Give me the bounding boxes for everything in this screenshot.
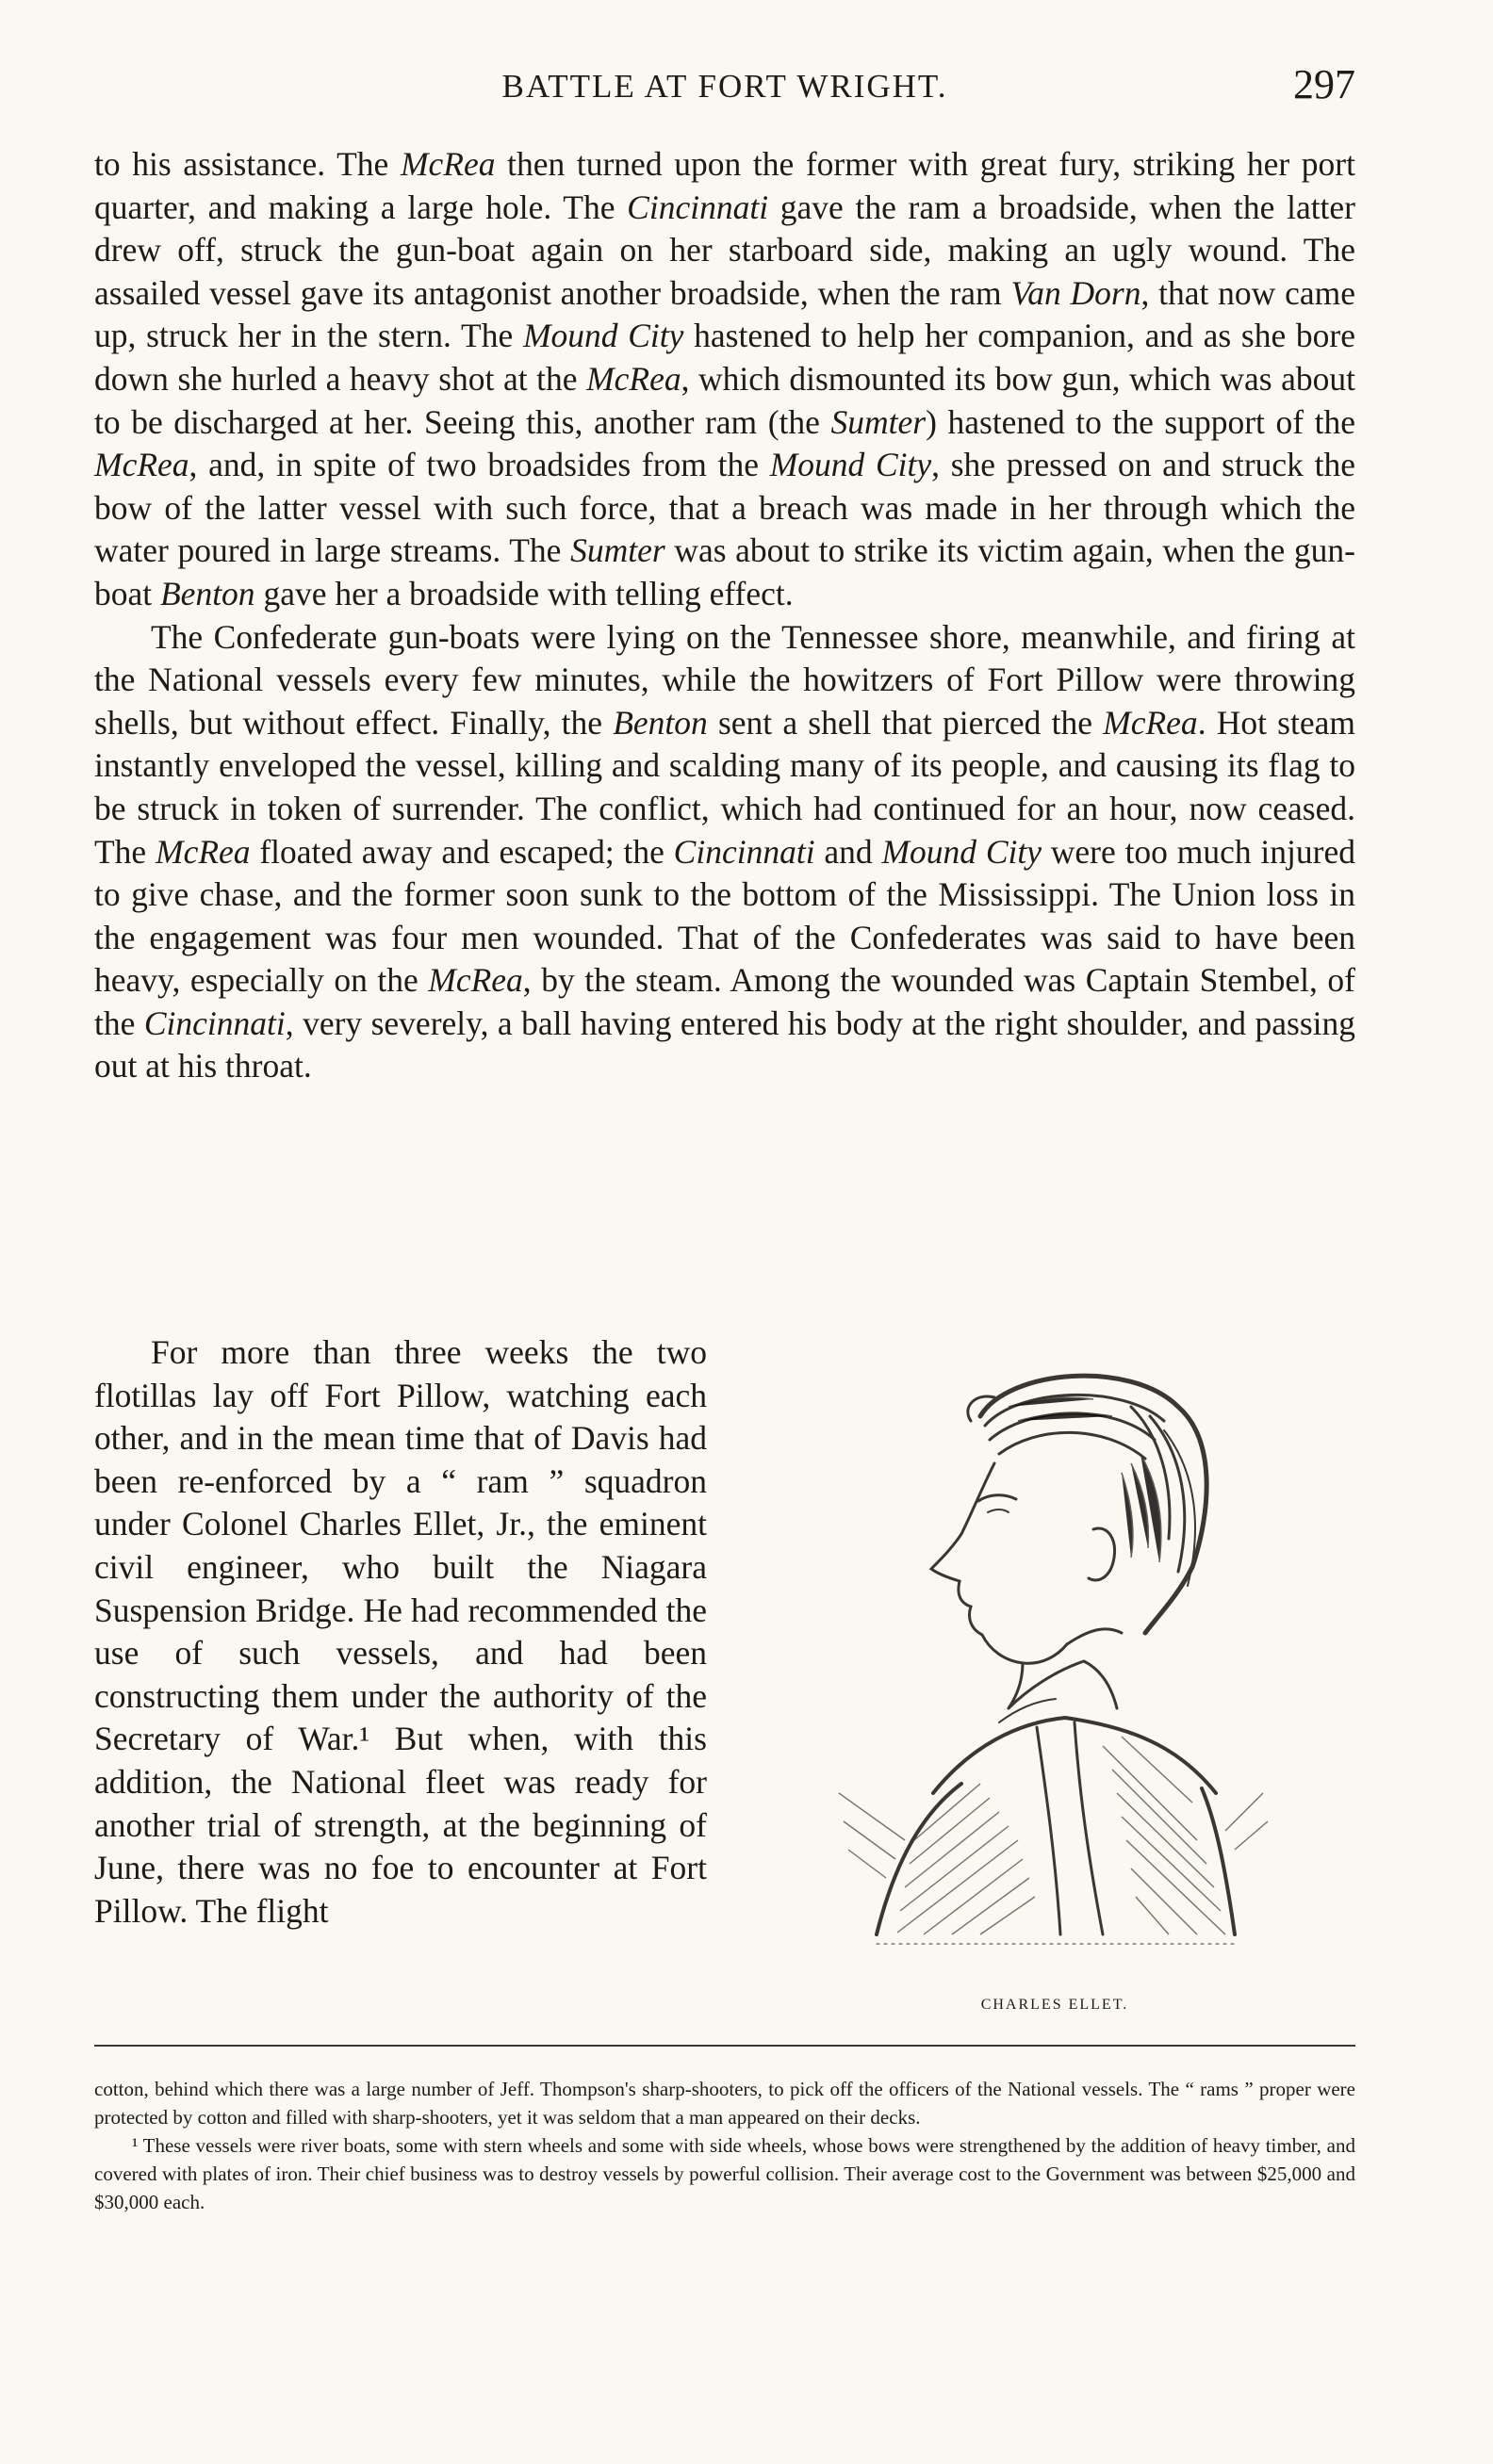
text-run: hastened to help her companion, and as she bore down she hurled a heavy shot at the bbox=[94, 317, 1356, 398]
text-run: For more than three weeks the two flotillas lay off Fort Pillow, watching each other, and in the mean time that of Davis had been re-enforced by a “ ram ” squadron under Colonel Charles Ellet, Jr., the eminent civil engineer, who built the Niagara Suspension Bridge. He had recommended the use of such vessels, and had been constructing them under the authority of the Secretary of War.¹ But when, with this addition, the National fleet was ready for another trial of strength, at the beginning of June, there was no foe to encounter at Fort Pillow. The flight bbox=[94, 1333, 707, 1930]
text-run: , and, in spite of two broadsides from the bbox=[189, 446, 770, 484]
vessel-name: Sumter bbox=[830, 402, 927, 441]
page-header bbox=[94, 57, 1355, 113]
text-run: , that now came up, struck her in the stern. The bbox=[94, 273, 1355, 355]
text-run: were too much injured to give chase, and the former soon sunk to the bottom of the Mississippi. The Union loss in the engagement was four men wounded. That of the Confederates was said to have been heavy, especially on the bbox=[94, 832, 1355, 1000]
vessel-name: Cincinnati bbox=[673, 832, 815, 871]
page-number: 297 bbox=[1293, 61, 1355, 107]
paragraph-3 bbox=[94, 1331, 707, 1933]
text-run: , by the steam. Among the wounded was Captain Stembel, of the bbox=[94, 961, 1355, 1042]
portrait-figure bbox=[754, 1350, 1355, 2029]
paragraph-2 bbox=[94, 616, 1355, 1089]
footnote-continuation: cotton, behind which there was a large number of Jeff. Thompson's sharp-shooters, to pick off the officers of the National vessels. The “ rams ” proper were protected by cotton and filled with sharp-shooters, yet it was seldom that a man appeared on their decks. bbox=[94, 2078, 1355, 2129]
running-head: BATTLE AT FORT WRIGHT. bbox=[501, 68, 948, 105]
footnotes bbox=[94, 2075, 1355, 2216]
portrait-caption: CHARLES ELLET. bbox=[980, 1997, 1129, 2013]
text-run: and bbox=[814, 832, 882, 871]
footnote-1: ¹ These vessels were river boats, some with stern wheels and some with side wheels, whose bows were strengthened by the addition of heavy timber, and covered with plates of iron. Their chief business was to destroy vessels by powerful collision. Their average cost to the Government was between $25,000 and $30,000 each. bbox=[94, 2134, 1355, 2213]
text-run: , very severely, a ball having entered his body at the right shoulder, and passing out at his throat. bbox=[94, 1004, 1355, 1085]
text-run: then turned upon the former with great fury, striking her port quarter, and making a large hole. The bbox=[94, 145, 1355, 226]
vessel-name: Van Dorn bbox=[1010, 273, 1141, 312]
text-run: . Hot steam instantly enveloped the vessel, killing and scalding many of its people, and causing its flag to be struck in token of surrender. The conflict, which had continued for an hour, now ceased. The bbox=[94, 703, 1355, 871]
vessel-name: McRea bbox=[94, 446, 189, 484]
wrapped-section bbox=[94, 1331, 1355, 2029]
vessel-name: Mound City bbox=[769, 446, 932, 484]
text-run: , she pressed on and struck the bow of the latter vessel with such force, that a breach was made in her through which the water poured in large streams. The bbox=[94, 446, 1355, 570]
main-text bbox=[94, 143, 1355, 1088]
vessel-name: McRea bbox=[1103, 703, 1198, 742]
text-run: The Confederate gun-boats were lying on the Tennessee shore, meanwhile, and firing at the National vessels every few minutes, while the howitzers of Fort Pillow were throwing shells, but without effect. Finally, the bbox=[94, 617, 1355, 742]
text-run: gave her a broadside with telling effect. bbox=[254, 574, 794, 612]
vessel-name: McRea bbox=[156, 832, 251, 871]
vessel-name: Benton bbox=[613, 703, 708, 742]
vessel-name: McRea bbox=[586, 359, 681, 398]
text-run: sent a shell that pierced the bbox=[707, 703, 1104, 742]
text-run: to his assistance. The bbox=[94, 145, 401, 183]
vessel-name: Sumter bbox=[570, 531, 665, 570]
text-run: was about to strike its victim again, when the gun-boat bbox=[94, 531, 1355, 612]
text-run: gave the ram a broadside, when the latter drew off, struck the gun-boat again on her starboard side, making an ugly wound. The assailed vessel gave its antagonist another broadside, when the ram bbox=[94, 188, 1356, 312]
portrait-engraving bbox=[820, 1350, 1291, 1991]
text-run: ) hastened to the support of the bbox=[926, 402, 1356, 441]
vessel-name: Benton bbox=[160, 574, 255, 612]
vessel-name: Mound City bbox=[881, 832, 1042, 871]
text-run: floated away and escaped; the bbox=[250, 832, 674, 871]
vessel-name: Mound City bbox=[522, 317, 684, 355]
vessel-name: Cincinnati bbox=[143, 1004, 286, 1042]
footnote-rule bbox=[94, 2045, 1355, 2047]
vessel-name: McRea bbox=[400, 145, 496, 183]
vessel-name: McRea bbox=[428, 961, 523, 1000]
paragraph-1 bbox=[94, 143, 1355, 616]
text-run: , which dismounted its bow gun, which was about to be discharged at her. Seeing this, another ram (the bbox=[94, 359, 1355, 441]
vessel-name: Cincinnati bbox=[627, 188, 769, 226]
